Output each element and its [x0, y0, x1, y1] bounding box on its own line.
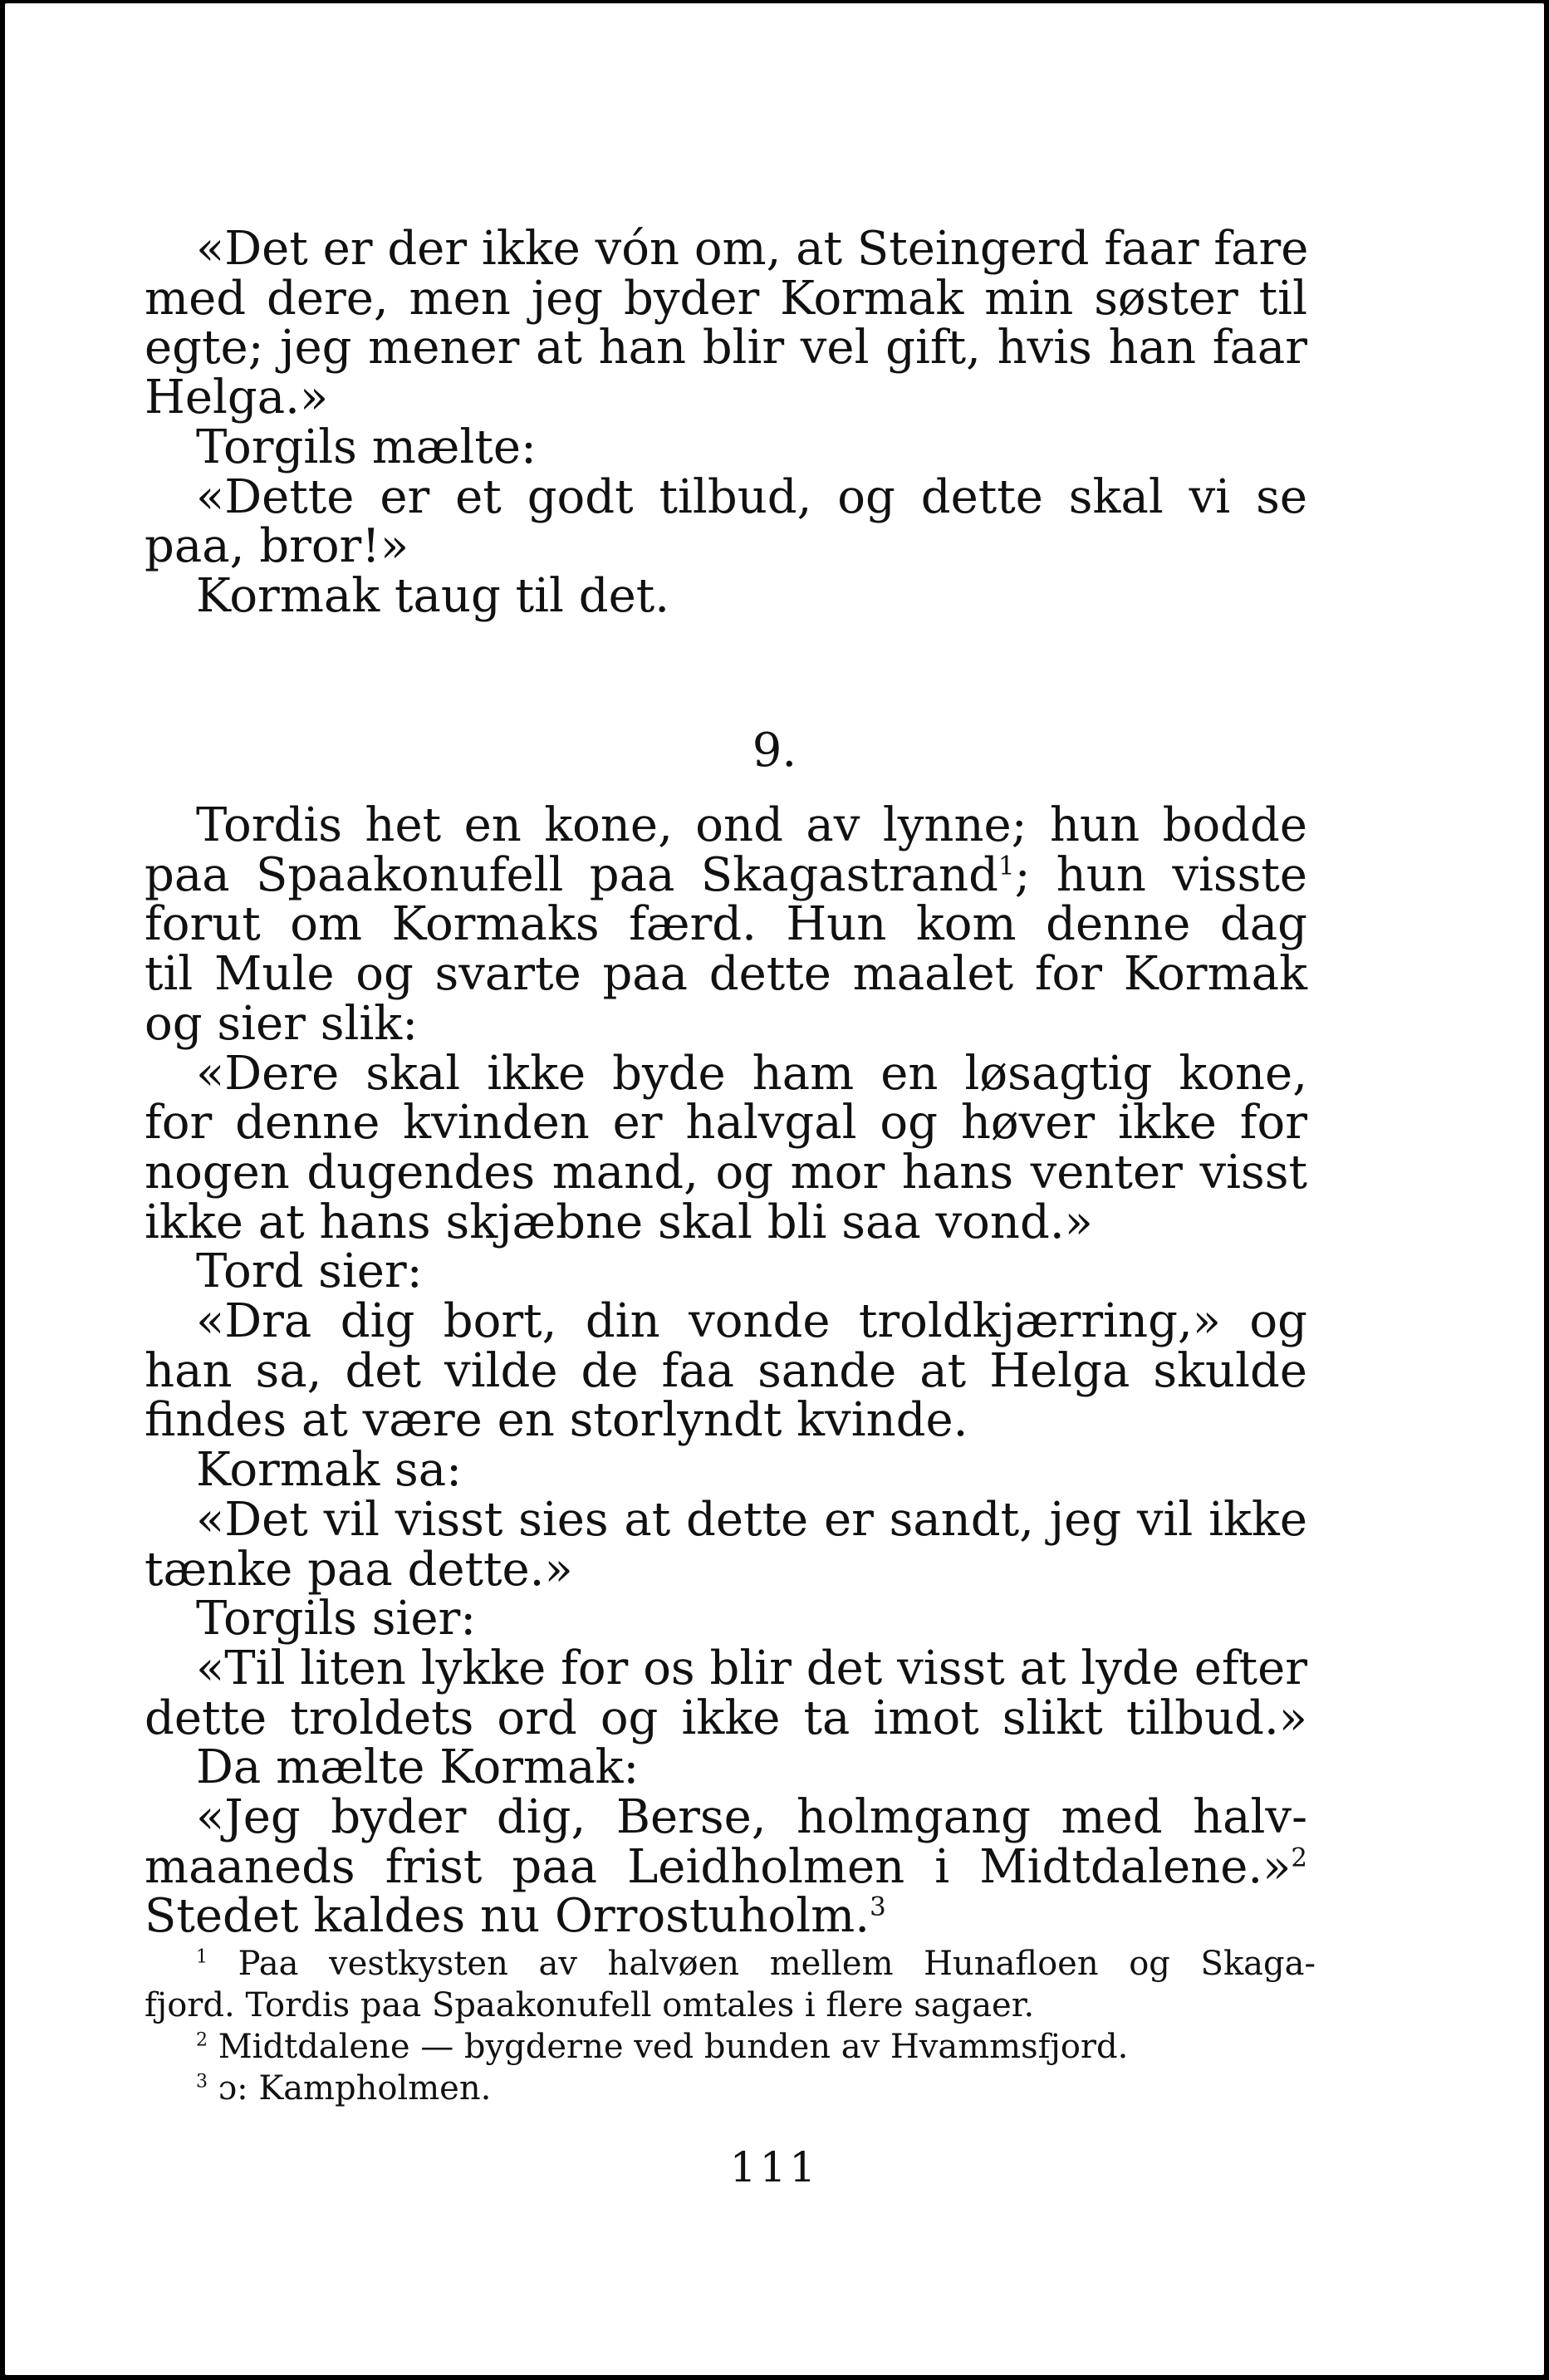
footnote-ref: 1: [998, 851, 1015, 881]
text-line: [145, 1889, 1307, 1944]
footnote-text: ɔ: Kampholmen.: [218, 2069, 492, 2108]
text-line: Tord sier:: [196, 1244, 423, 1299]
text-line-part: Stedet kaldes nu Orrostuholm.: [145, 1889, 870, 1944]
text-line: og sier slik:: [145, 996, 419, 1051]
text-line: «Dra dig bort, din vonde troldkjærring,» og: [196, 1294, 1307, 1349]
text-line: Da mælte Kormak:: [196, 1740, 640, 1795]
text-line: tænke paa dette.»: [145, 1542, 573, 1597]
footnote-text: fjord. Tordis paa Spaakonufell omtales i flere sagaer.: [145, 1986, 1035, 2024]
text-line: «Jeg byder dig, Berse, holmgang med halv-: [196, 1790, 1307, 1845]
text-line: «Dette er et godt tilbud, og dette skal vi se: [196, 469, 1307, 524]
text-line-part: ; hun visste: [1014, 847, 1308, 902]
text-section-2: [145, 798, 1308, 1944]
footnote-line: [145, 1943, 1316, 1985]
footnote-text: Paa vestkysten av halvøen mellem Hunafloen og Skaga-: [238, 1945, 1316, 1983]
text-line: Kormak taug til det.: [196, 568, 670, 623]
footnote-mark: 1: [196, 1946, 208, 1968]
text-line: Helga.»: [145, 370, 329, 425]
text-line: han sa, det vilde de faa sande at Helga skulde: [145, 1343, 1307, 1398]
text-line: for denne kvinden er halvgal og høver ikke for: [145, 1096, 1307, 1151]
text-line: med dere, men jeg byder Kormak min søster til: [145, 271, 1307, 326]
text-line: ikke at hans skjæbne skal bli saa vond.»: [145, 1195, 1093, 1249]
text-section-1: [145, 224, 1307, 621]
footnotes: [145, 1943, 1316, 2109]
text-line: paa, bror!»: [145, 519, 409, 574]
text-line: Kormak sa:: [196, 1443, 463, 1498]
footnote-ref: 3: [870, 1892, 886, 1922]
text-line: [145, 847, 1308, 902]
text-line: dette troldets ord og ikke ta imot slikt tilbud.»: [145, 1691, 1307, 1745]
footnote-text: Midtdalene — bygderne ved bunden av Hvammsfjord.: [218, 2028, 1129, 2066]
text-line: «Det vil visst sies at dette er sandt, jeg vil ikke: [196, 1492, 1307, 1547]
text-line: forut om Kormaks færd. Hun kom denne dag: [145, 897, 1307, 952]
footnote-line: [145, 2068, 1316, 2109]
text-line: findes at være en storlyndt kvinde.: [145, 1393, 968, 1448]
text-line: «Det er der ikke vón om, at Steingerd faar fare: [196, 222, 1309, 276]
text-line: nogen dugendes mand, og mor hans venter visst: [145, 1145, 1307, 1200]
chapter-number: 9.: [752, 724, 797, 778]
text-line-part: paa Spaakonufell paa Skagastrand: [145, 847, 998, 902]
text-line: til Mule og svarte paa dette maalet for Kormak: [145, 947, 1307, 1002]
footnote-line: [145, 1985, 1316, 2026]
text-line: egte; jeg mener at han blir vel gift, hvis han faar: [145, 321, 1307, 375]
text-line: «Dere skal ikke byde ham en løsagtig kone,: [196, 1046, 1307, 1101]
text-line-part: maaneds frist paa Leidholmen i Midtdalene.»: [145, 1839, 1292, 1894]
footnote-mark: 3: [196, 2071, 208, 2093]
text-line: Torgils mælte:: [196, 420, 537, 474]
book-page: [5, 3, 1544, 2375]
footnote-line: [145, 2026, 1316, 2068]
text-line: «Til liten lykke for os blir det visst at lyde efter: [196, 1641, 1307, 1695]
text-line: Torgils sier:: [196, 1592, 477, 1646]
page-number: 111: [729, 2143, 820, 2191]
text-line: [145, 1839, 1307, 1894]
text-line: Tordis het en kone, ond av lynne; hun bodde: [196, 798, 1307, 852]
footnote-mark: 2: [196, 2029, 208, 2051]
footnote-ref: 2: [1291, 1843, 1307, 1873]
